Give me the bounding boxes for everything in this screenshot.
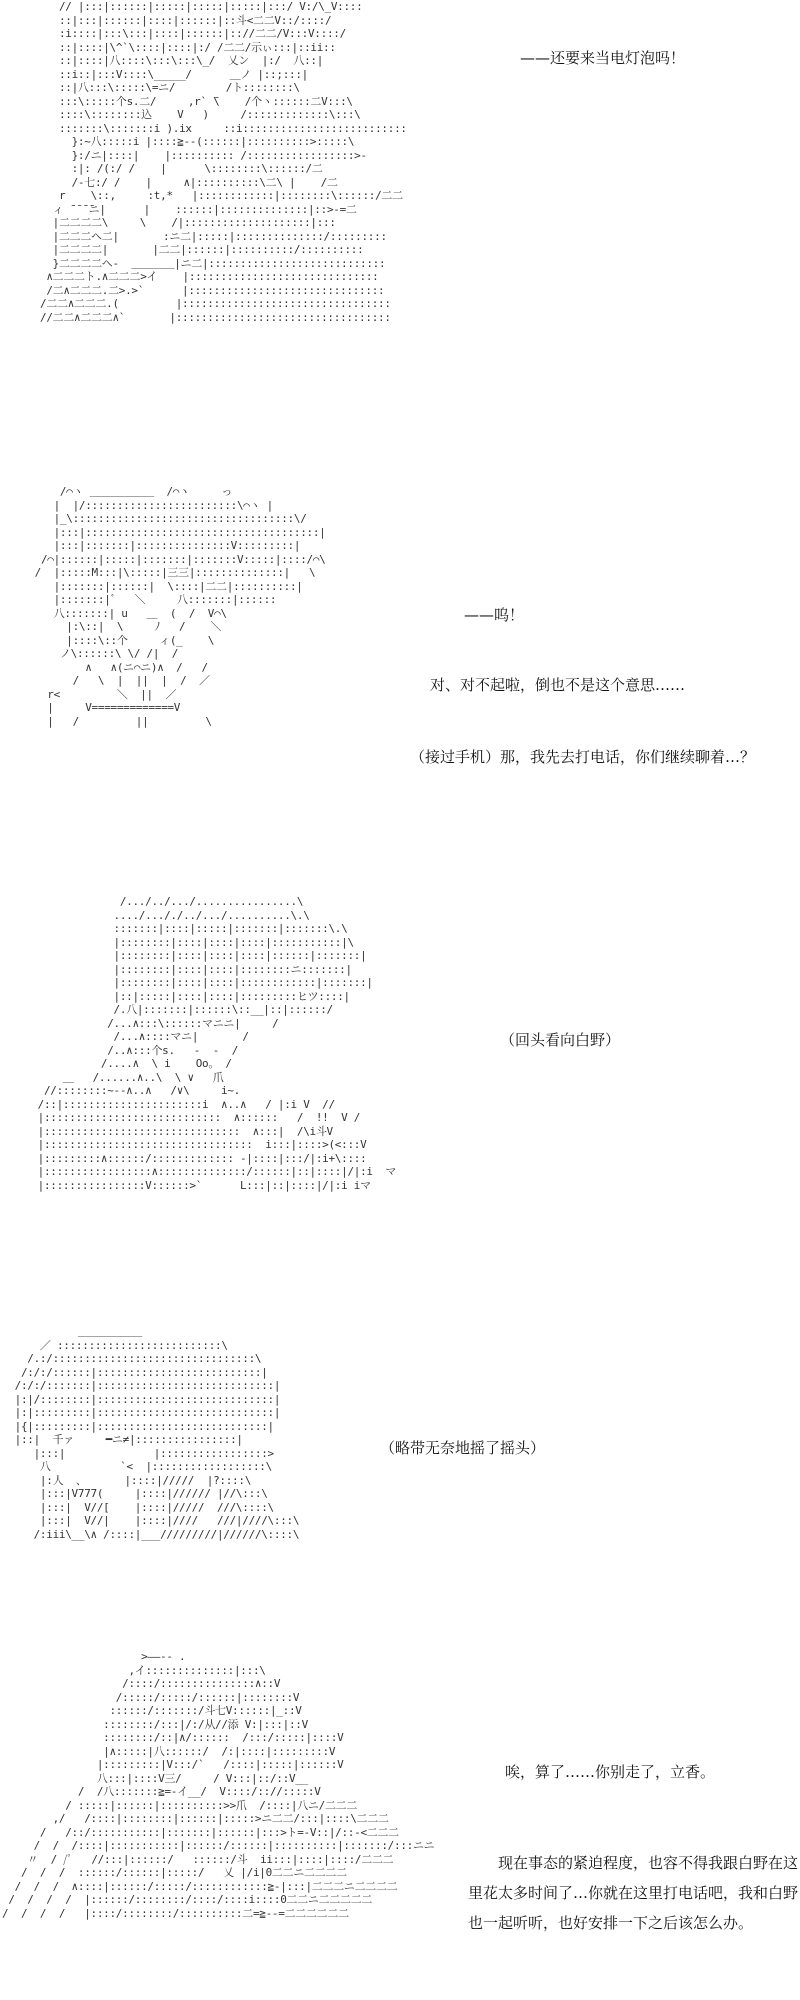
ascii-art-girl-looking-back: /.../../.../................\ ..../..././../.../..........\.\ :::::::|::::|:::::|:::::::|:::::::\.\ |::::::::|::::|::::|::::|:::::::::::|\ |::::::::|::::|::::|::::|::::::|:::::::| |::::::::|::::|::::|::::::::ニ:::::::| |::::::::|::::|::::|::::::::::::|:::::::| |::|:::::|::::|::::|:::::::::ヒツ::::| /.八|:::::::|::::::\::__|::|::::::/ /...∧:::\::::::マニニ| / /...∧::::マニ| / /..∧:::个s. - - / /....∧ \ i Oo。 / ＿ /......∧..\ \ ∨ 爪 //::::::::~--∧..∧ /∨\ i~. /::|::::::::::::::::::::::i ∧..∧ / |:i V // |:::::::::::::::::::::::::::: ∧:::::: / !! V / |::::::::::::::::::::::::::::::: ∧:::| /\i斗V |::::::::::::::::::::::::::::::::: i:::|::::>(<:::V |:::::::::∧::::::/::::::::::::: -|::::|:::/|:i+\:::: |:::::::::::::::::∧::::::::::::::/::::::|::|::::|/|:i マ |::::::::::::::::V::::::>` L:::|::|::::|/|:i iマ <box>37 895 397 1192</box>
ascii-art-girl-deciding: >——-- . ,イ::::::::::::::|:::\ /::::/:::::::::::::::∧::V /:::::/:::::/::::::|::::::::V ::::::/:::::::/斗七V::::::|_::V ::::::::/:::|/:/从//添 V:|:::|::V ::::::::/::|∧/:::::: /:::/:::::|::::V |∧:::::|八::::::/ /:|::::|:::::::::V |:::::::::|V:::/` /::::|:::::|::::::V 八:::|::::V三/ / V:::|::/::V__ / /八:::::::≧=-イ__/ V::::/:://:::::V / :::::|::::::|::::::::::>>爪 /::::|八ニ/二二二 ,/ /::::|::::::::|::::::|:::::>ニ二二/:::|::::\二二二 / /::/:::::::::::|:::::::|::::::|:::>ト=-V::|/::-<二二二 / / /::::|:::::::::::|::::::/::::::|::::::::::|:::::::/:::ニニ 〃 / /ﾟ //:::|::::::/ ::::::/斗 ii:::|::::|::::/二二二 / / / ::::::/::::::|:::::/ 乂 |/i|0二二ニ二二二二 / / / ∧::::|::::::/:::::/::::::::::::≧-|:::|二二二ニ二二二二 / / / / |::::::/::::::::/::::/::::i::::0二二ニ二二二二二 / / / / |::::/::::::::/::::::::::二=≧--=二二二二二二 <box>2 1650 435 1920</box>
dialogue-line: 唉，算了……你别走了，立香。 <box>505 1763 716 1781</box>
ascii-art-girl-apologizing: /⌒ヽ ＿＿＿＿＿＿ /⌒ヽ っ | |/::::::::::::::::::::::::\⌒ヽ | |_\:::::::::::::::::::::::::::::::::::\/ |:::|:::::::::::::::::::::::::::::::::::::| |:::|:::::::|:::::::::::::::V:::::::::| /⌒|::::::|:::::|:::::::|:::::::V:::::|::::/⌒\ / |:::::M:::|\:::::|三三|::::::::::::::| \ |:::::::|::::::| \::::|二二|::::::::::| |:::::::|ﾞ ＼ 八:::::::|:::::: 八:::::::| u ＿ ( / V⌒\ |:\::| \ ﾉ / ＼ |::::\::个 ィ(_ \ ノ\::::::\ \/ /| / ∧ ∧(ニ⌒ニ)∧ / / / \ | || | / ／ r< ＼ || ／ | V=============V | / || \ <box>34 485 326 728</box>
dialogue-line: （回头看向白野） <box>500 1031 621 1049</box>
ascii-art-girls-hugging: // |:::|::::::|:::::|:::::|:::::|:::/ V:/\_V:::: ::|:::|::::::|::::|::::::|::斗<二二V::/::::/ :i::::|:::\:::|::::|::::::|:://二二/V:::V::::/ ::|::::|\^`\::::|::::|:/ /二二/示ぃ:::|::ii:: ::|::::|八::::\:::\:::\_/ 乂ン |:/ 八::| ::i::|:::V::::\_____/ ＿ノ |::;:::| ::|八:::\:::::\=ニ/ /ト::::::::\ :::\:::::个s.二/ ,r` ̄\ /个ヽ::::::二V:::\ ::::\::::::::込 V ) /:::::::::::::\:::\ :::::::\:::::::i ).ix ::i:::::::::::::::::::::::::: }:~八:::::i |::::≧--(::::::|::::::::::>:::::\ }:/ニ|::::| |:::::::::: /:::::::::::::::::>- :|: /(:/ / | \::::::::\::::::/二 /-七:/ / | ∧|::::::::::\二\ | /二 r \::, :t,* |::::::::::::|::::::::\::::::/二二 ィ ̄ ̄ ̄ ̄ニ| | ::::::|::::::::::::::|::>-=二 |二二二二\ \ /|::::::::::::::::::::|::: |二二二ヘ二| :ニ二|:::::|::::::::::::::/::::::::: |二二二二| |二二|::::::|::::::::::/:::::::::: }二二二二ヘ- ＿＿＿＿|ニ二|:::::::::::::::::::::::::::: ∧二二二ト.∧二二二>イ |:::::::::::::::::::::::::::::: /二∧二二二.二>.>` |::::::::::::::::::::::::::::::: /二二∧二二二.( |::::::::::::::::::::::::::::::::: //二二∧二二二∧` |:::::::::::::::::::::::::::::::::: <box>40 0 407 324</box>
panel-5 <box>0 1640 800 2000</box>
dialogue-line: ——还要来当电灯泡吗！ <box>520 49 686 67</box>
panel-1 <box>0 0 800 465</box>
dialogue-line: （略带无奈地摇了摇头） <box>380 1439 546 1457</box>
panel-3 <box>0 880 800 1320</box>
panel-4 <box>0 1320 800 1635</box>
panel-2 <box>0 475 800 870</box>
dialogue-paragraph: 现在事态的紧迫程度，也容不得我跟白野在这里花太多时间了…你就在这里打电话吧，我和白野也一起听听，也好安排一下之后该怎么办。 <box>468 1854 799 1932</box>
dialogue-line: （接过手机）那，我先去打电话，你们继续聊着…？ <box>410 748 756 766</box>
dialogue-line: ——呜！ <box>464 606 525 624</box>
dialogue-line: 对、对不起啦，倒也不是这个意思…… <box>430 676 686 694</box>
ascii-art-person-shaking-head: ＿＿＿＿＿＿ ／ ::::::::::::::::::::::::::\ /.:/::::::::::::::::::::::::::::::::\ /:/:/::::::|::::::::::::::::::::::::::| /:/:/:::::::|::::::::::::::::::::::::::::| |:|/::::::::|::::::::::::::::::::::::::::| |:|:::::::::|::::::::::::::::::::::::::::| |{|:::::::::|:::::::::::::::::::::::::::| |::| 千ァ ━ニ≠|::::::::::::::::| |:::| |:::::::::::::::::> 八 `< |::::::::::::::::::\ |:人 、 |::::|///// |?::::\ |:::|V777( |::::|////// |//\:::\ |:::| V//[ |::::|///// ///\::::\ |:::| V//| |::::|//// ///|////\:::\ /:iii\__\∧ /::::|___/////////|//////\::::\ <box>14 1325 300 1541</box>
